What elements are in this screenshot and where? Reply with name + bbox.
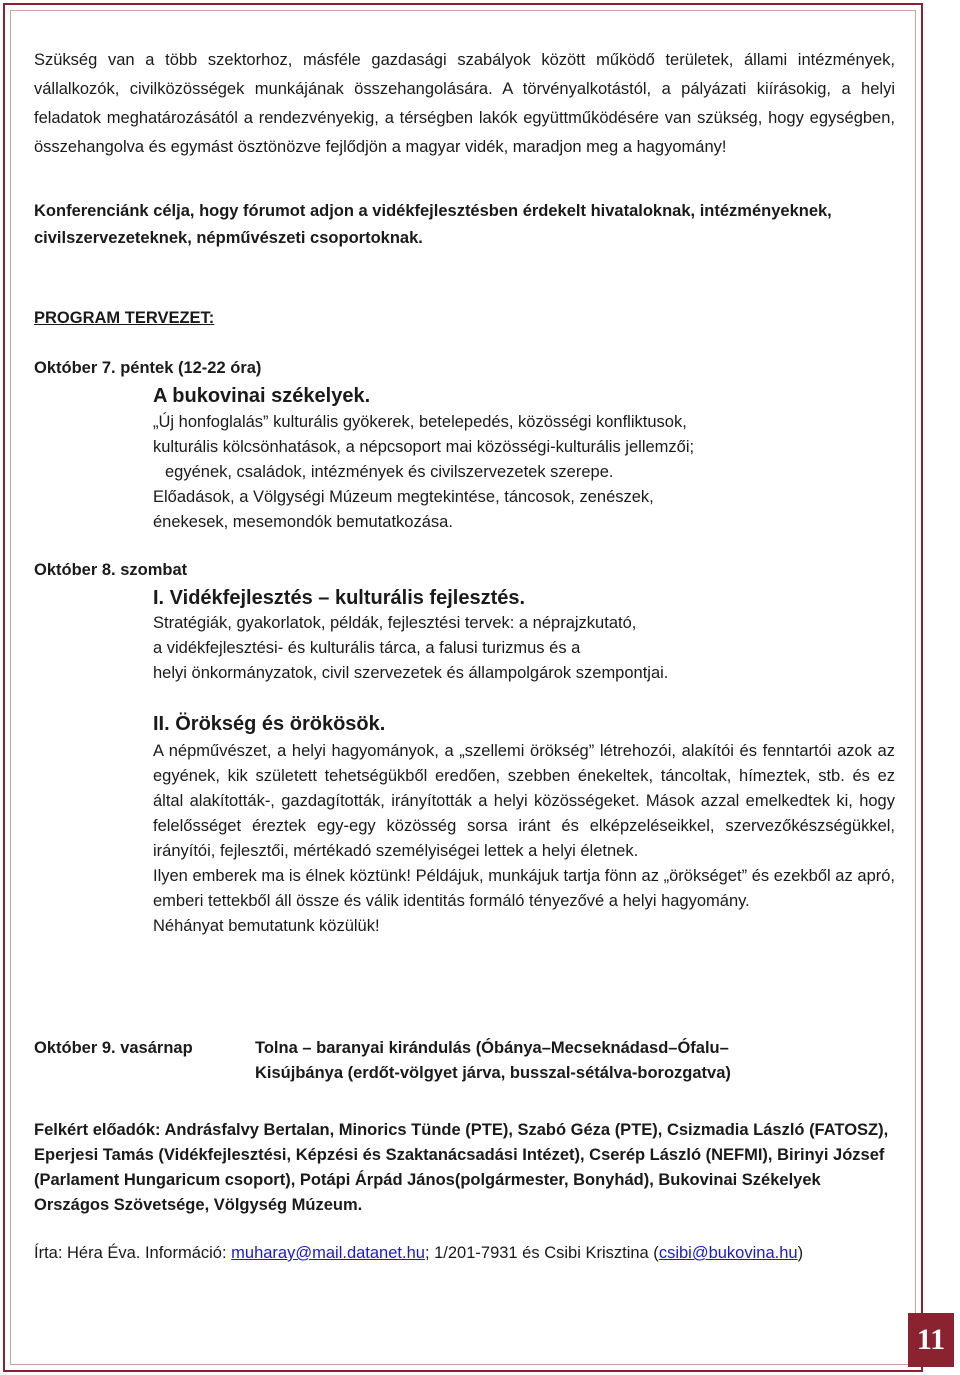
day3-label: Október 9. vasárnap (34, 1039, 193, 1057)
day1-description (153, 410, 694, 535)
day1-line: „Új honfoglalás” kulturális gyökerek, betelepedés, közösségi konfliktusok, (153, 413, 687, 431)
excursion-line: Tolna – baranyai kirándulás (Óbánya–Mecseknádasd–Ófalu– (255, 1039, 729, 1057)
intro-paragraph: Szükség van a több szektorhoz, másféle gazdasági szabályok között működő területek, állami intézmények, vállalkozók, civilközösségek munkájának összehangolására. A törvényalkotástól, a pályázati kiírásokig, a helyi feladatok meghatározásától a rendezvényekig, a térségben lakók együttműködésére van szükség, hogy egységben, összehangolva és egymást ösztönözve fejlődjön a magyar vidék, maradjon meg a hagyomány! (34, 51, 895, 156)
footer-middle: ; 1/201-7931 és Csibi Krisztina ( (424, 1244, 659, 1262)
day2-section1-title: I. Vidékfejlesztés – kulturális fejlesztés. (153, 587, 526, 609)
section1-line: Stratégiák, gyakorlatok, példák, fejlesztési tervek: a néprajzkutató, (153, 614, 637, 632)
section2-paragraph: Ilyen emberek ma is élnek köztünk! Példájuk, munkájuk tartja fönn az „örökséget” és ezekből az apró, emberi tettekből áll össze és válik identitás formáló tényezővé a helyi hagyomány. (153, 867, 895, 910)
section2-paragraph: A népművészet, a helyi hagyományok, a „szellemi örökség” létrehozói, alakítói és fenntartói azok az egyének, kik született tehetségükből eredően, szebben énekeltek, táncoltak, hímeztek, stb. és ez által alakították-, gazdagították, irányították a helyi közösségeket. Mások azzal emelkedtek ki, hogy felelősséget éreztek egy-egy közösség sorsa iránt és elképzeléseikkel, szervezőkészségükkel, irányítói, fejlesztői, mértékadó személyiségei lettek a helyi életnek. (153, 742, 895, 860)
day1-line: énekesek, mesemondók bemutatkozása. (153, 513, 453, 531)
footer-suffix: ) (797, 1244, 804, 1262)
day2-section1-description (153, 611, 668, 686)
program-heading: PROGRAM TERVEZET: (34, 309, 215, 327)
day1-title: A bukovinai székelyek. (153, 385, 371, 407)
email-link-muharay[interactable]: muharay@mail.datanet.hu (231, 1244, 425, 1262)
excursion-line: Kisújbánya (erdőt-völgyet járva, busszal-sétálva-borozgatva) (255, 1064, 731, 1082)
day1-label: Október 7. péntek (12-22 óra) (34, 359, 262, 377)
page-number: 11 (908, 1313, 954, 1367)
day2-section2-body (153, 739, 895, 939)
day2-section2-title: II. Örökség és örökösök. (153, 713, 386, 735)
section1-line: helyi önkormányzatok, civil szervezetek és állampolgárok szempontjai. (153, 664, 669, 682)
invited-speakers: Felkért előadók: Andrásfalvy Bertalan, Minorics Tünde (PTE), Szabó Géza (PTE), Csizmadia László (FATOSZ), Eperjesi Tamás (Vidékfejlesztési, Képzési és Szaktanácsadási Intézet), Cserép László (NEFMI), Birinyi József (Parlament Hungaricum csoport), Potápi Árpád János(polgármester, Bonyhád), Bukovinai Székelyek Országos Szövetsége, Völgység Múzeum. (34, 1121, 889, 1214)
conference-goal: Konferenciánk célja, hogy fórumot adjon a vidékfejlesztésben érdekelt hivataloknak, intézményeknek, civilszervezeteknek, népművészeti csoportoknak. (34, 202, 832, 247)
day1-line: egyének, családok, intézmények és civilszervezetek szerepe. (165, 463, 614, 481)
email-link-csibi[interactable]: csibi@bukovina.hu (658, 1244, 798, 1262)
section2-paragraph: Néhányat bemutatunk közülük! (153, 917, 380, 935)
day3-excursion (255, 1036, 731, 1086)
footer-info (34, 1239, 803, 1268)
day1-line: kulturális kölcsönhatások, a népcsoport mai közösségi-kulturális jellemzői; (153, 438, 695, 456)
day2-label: Október 8. szombat (34, 561, 188, 579)
section1-line: a vidékfejlesztési- és kulturális tárca, a falusi turizmus és a (153, 639, 581, 657)
footer-prefix: Írta: Héra Éva. Információ: (34, 1244, 232, 1262)
day1-line: Előadások, a Völgységi Múzeum megtekintése, táncosok, zenészek, (153, 488, 654, 506)
